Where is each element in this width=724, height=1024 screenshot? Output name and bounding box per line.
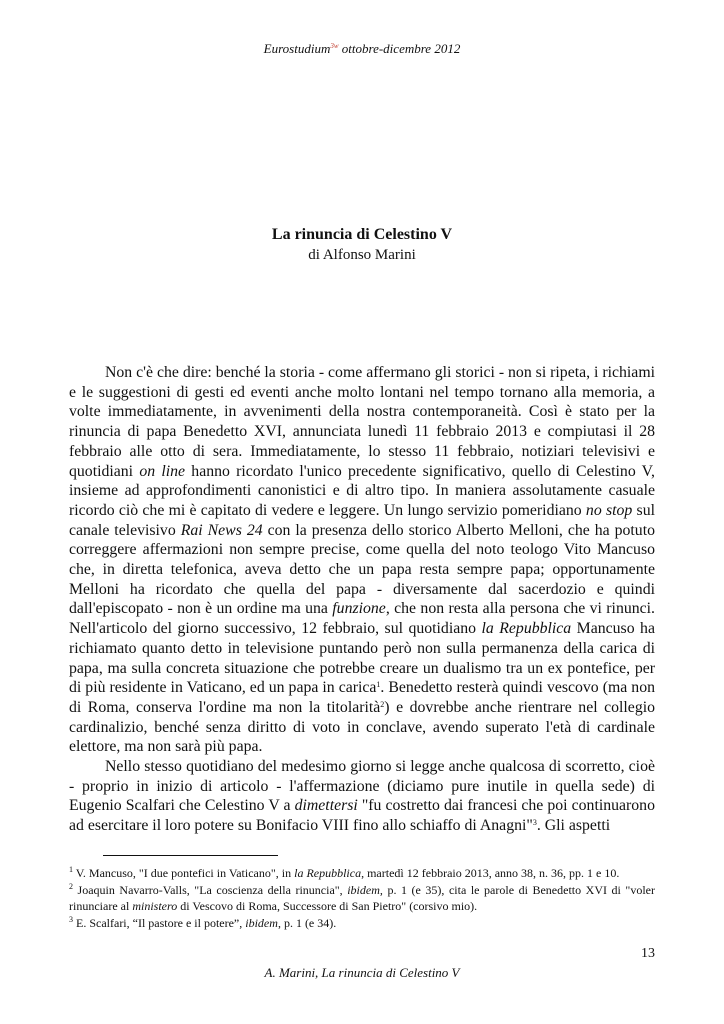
footnotes (69, 865, 655, 931)
running-footer: A. Marini, La rinuncia di Celestino V (264, 965, 460, 980)
paragraph-1: Non c'è che dire: benché la storia - come affermano gli storici - non si ripeta, i richiami e le suggestioni di gesti ed eventi anche molto lontani nel tempo tornano alla memoria, a volte immediatamente, in avvenimenti della nostra contemporaneità. Così è stato per la rinuncia di papa Benedetto XVI, annunciata lunedì 11 febbraio 2013 e compiutasi il 28 febbraio alle otto di sera. Immediatamente, lo stesso 11 febbraio, notiziari televisivi e quotidiani on line hanno ricordato l'unico precedente significativo, quello di Celestino V, insieme ad approfondimenti canonistici e di altro tipo. In maniera assolutamente casuale ricordo ciò che mi è capitato di vedere e leggere. Un lungo servizio pomeridiano no stop sul canale televisivo Rai News 24 con la presenza dello storico Alberto Melloni, che ha potuto correggere affermazioni non sempre precise, come quella del noto teologo Vito Mancuso che, in diretta telefonica, aveva detto che un papa resta sempre papa; opportunamente Melloni ha ricordato che quella del papa - diversamente dal sacerdozio e quindi dall'episcopato - non è un ordine ma una funzione, che non resta alla persona che vi rinunci. Nell'articolo del giorno successivo, 12 febbraio, sul quotidiano la Repubblica Mancuso ha richiamato quanto detto in televisione puntando però non sulla permanenza della carica di papa, ma sulla concreta situazione che potrebbe creare un dualismo tra un ex pontefice, per di più residente in Vaticano, ed un papa in carica$^1$. Benedetto resterà quindi vescovo (ma non di Roma, conserva l'ordine ma non la titolarità$^2$) e dovrebbe anche rientrare nel collegio cardinalizio, benché senza diritto di voto in conclave, avendo superato l'età di cardinale elettore, ma non sarà più papa. (69, 364, 656, 756)
footnote-1: $^1$ V. Mancuso, "I due pontefici in Vaticano", in la Repubblica, martedì 12 febbraio 2013, anno 38, n. 36, pp. 1 e 10. (69, 865, 620, 880)
footnote-ref-1[interactable]: 1 (376, 680, 381, 690)
footnote-3: $^3$ E. Scalfari, “Il pastore e il potere”, ibidem, p. 1 (e 34). (69, 914, 337, 930)
journal-superscript: 3w (330, 42, 339, 50)
footnote-ref-2[interactable]: 2 (380, 699, 385, 709)
article-body (69, 363, 655, 836)
article-title: La rinuncia di Celestino V (271, 226, 453, 243)
footnote-separator (103, 855, 278, 856)
running-header (0, 41, 724, 57)
journal-name: Eurostudium (263, 41, 331, 56)
issue-date: ottobre-dicembre 2012 (338, 41, 461, 56)
footnote-ref-3[interactable]: 3 (532, 818, 537, 828)
footnote-2: $^2$ Joaquin Navarro-Valls, "La coscienza della rinuncia", ibidem, p. 1 (e 35), cita le parole di Benedetto XVI di "voler rinunciare al ministero di Vescovo di Roma, Successore di San Pietro" (corsivo mio). (69, 881, 655, 914)
paragraph-2: Nello stesso quotidiano del medesimo giorno si legge anche qualcosa di scorretto, cioè - proprio in inizio di articolo - l'affermazione (diciamo pure inutile in quella sede) di Eugenio Scalfari che Celestino V a dimettersi "fu costretto dai francesi che poi continuarono ad esercitare il loro potere su Bonifacio VIII fino allo schiaffo di Anagni"$^3$. Gli aspetti (69, 758, 655, 835)
page-number: 13 (641, 946, 655, 961)
article-author: di Alfonso Marini (308, 247, 416, 263)
